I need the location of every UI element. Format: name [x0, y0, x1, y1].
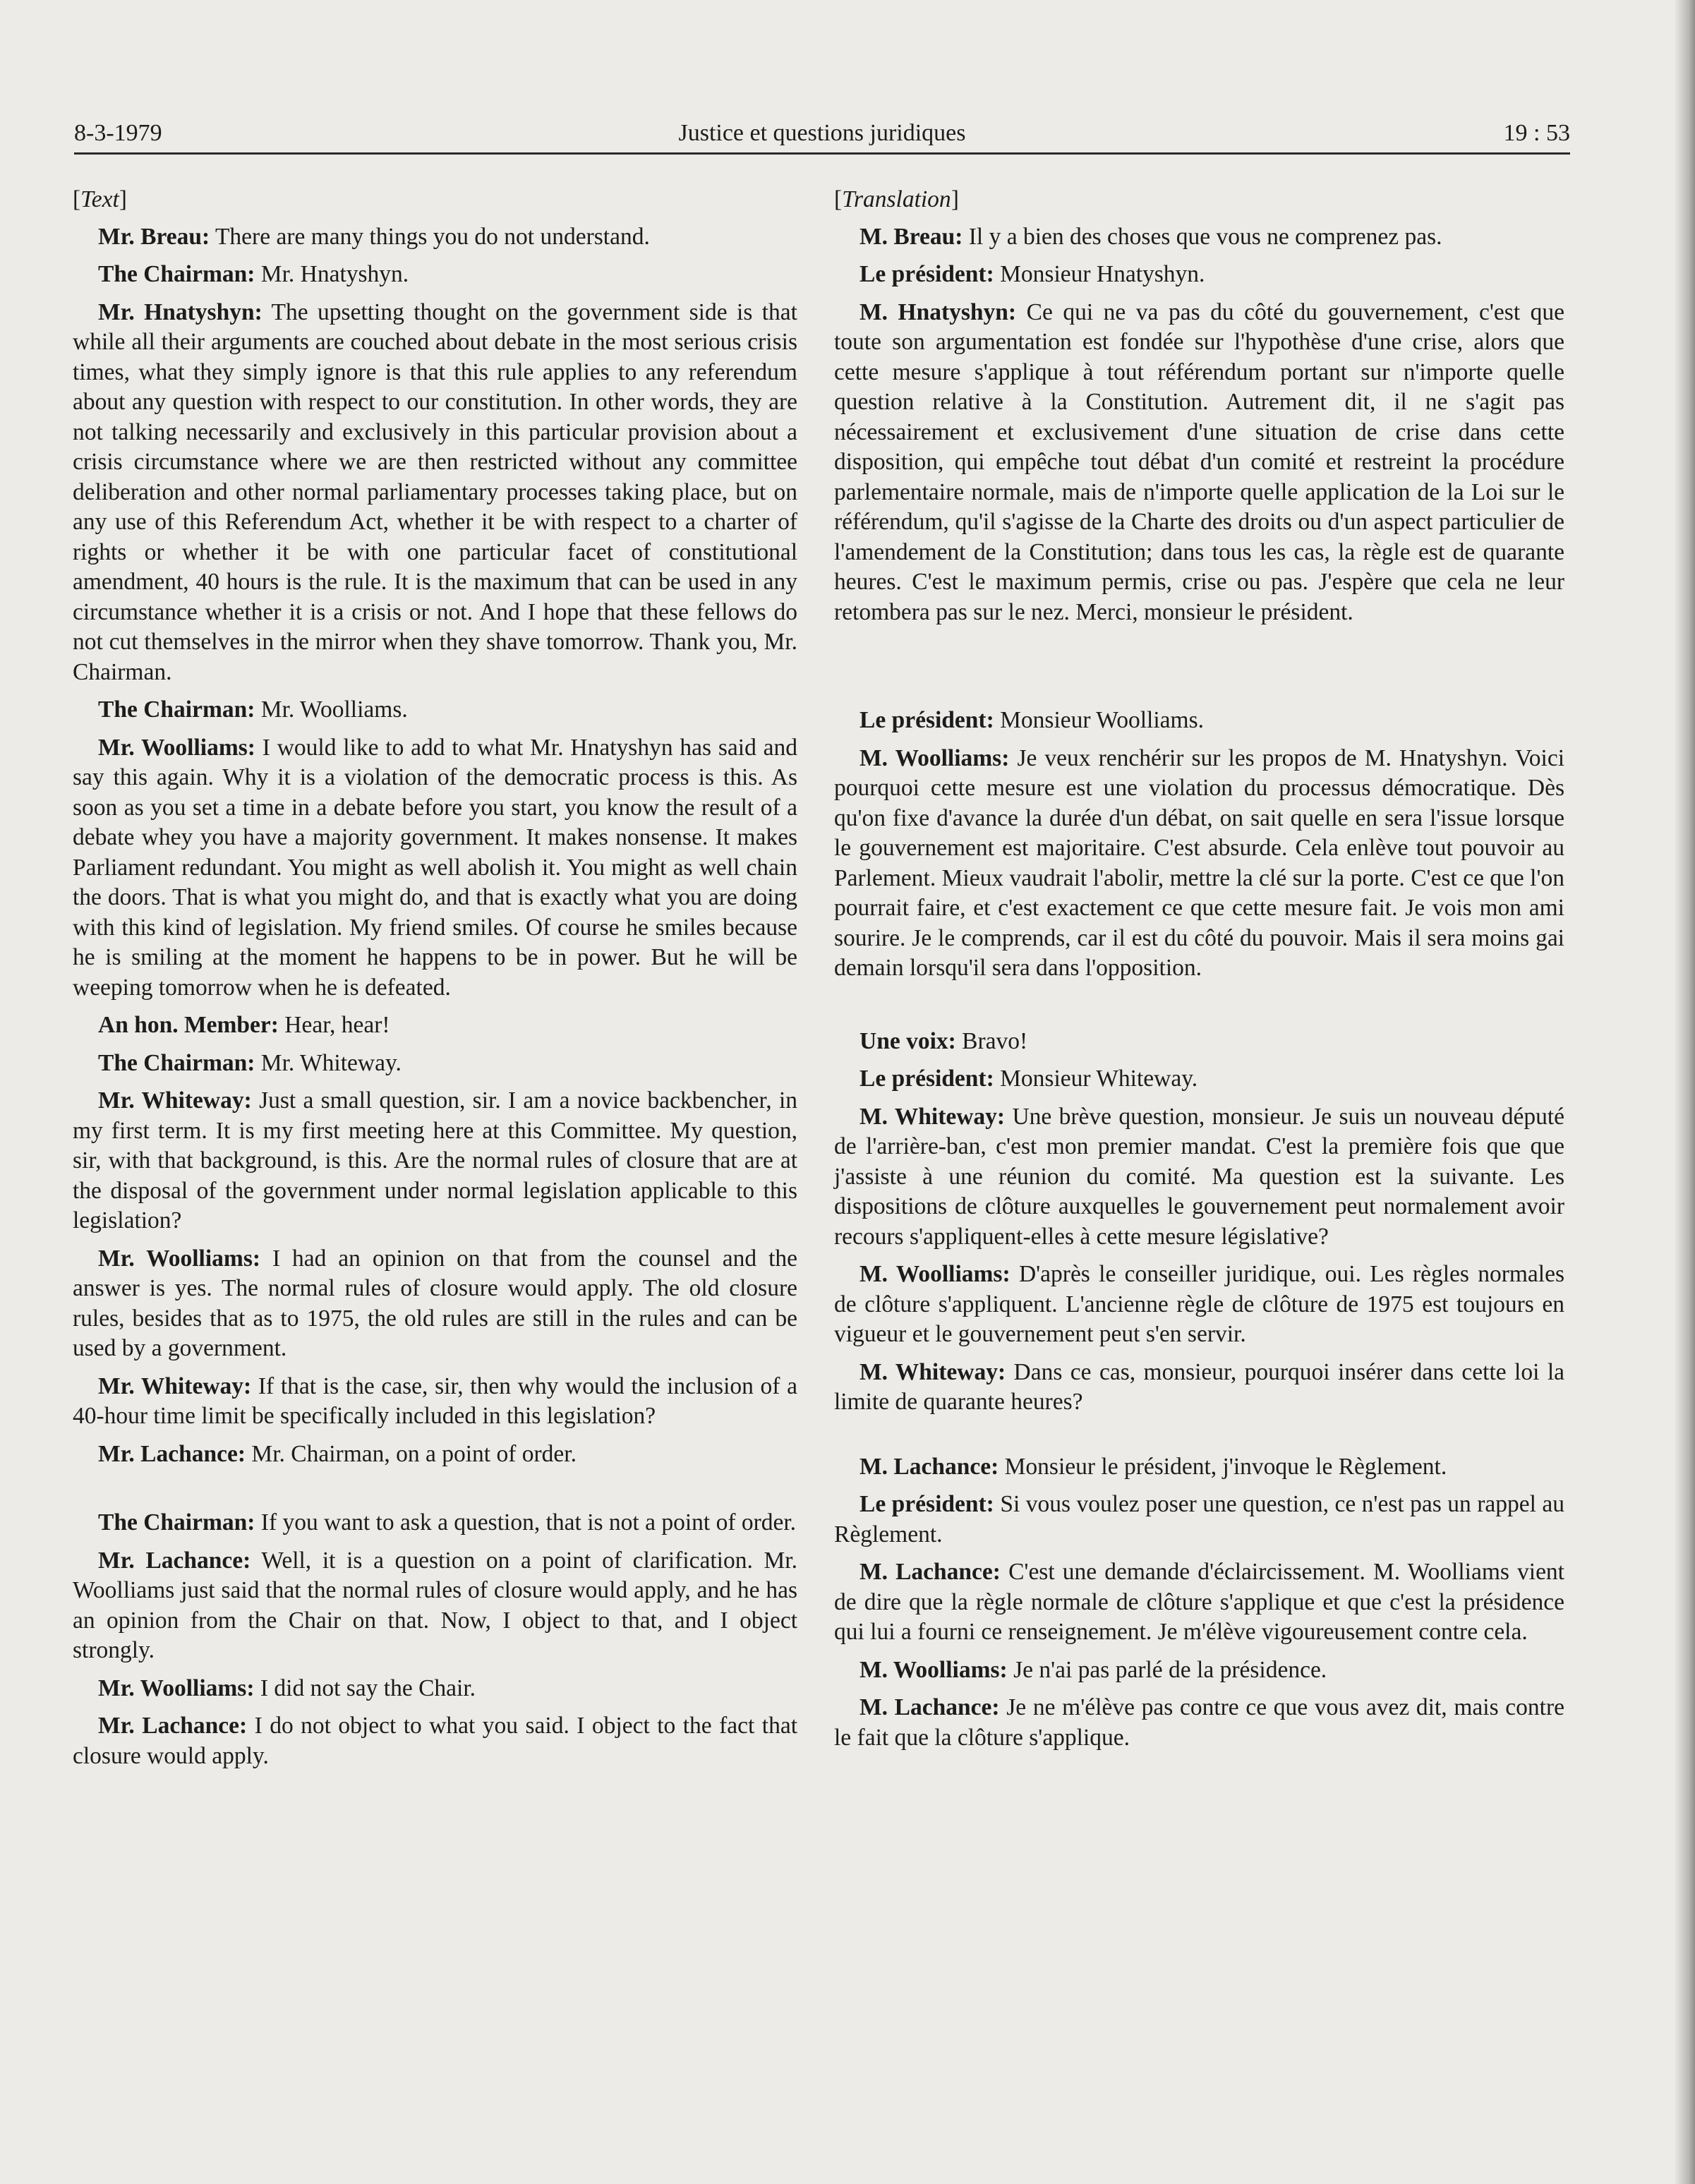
- speech-text: Je ne m'élève pas contre ce que vous avez dit, mais contre le fait que la clôture s'applique.: [834, 1694, 1564, 1751]
- speech-text: Hear, hear!: [284, 1012, 390, 1038]
- speech-text: Mr. Whiteway.: [260, 1049, 402, 1076]
- header-title: Justice et questions juridiques: [678, 120, 966, 146]
- speech-text: I did not say the Chair.: [260, 1675, 476, 1701]
- speaker-name: Mr. Lachance:: [98, 1547, 251, 1574]
- speaker-name: Mr. Whiteway:: [98, 1087, 252, 1114]
- speaker-name: M. Lachance:: [859, 1559, 1001, 1585]
- speaker-name: Mr. Lachance:: [98, 1713, 248, 1739]
- speech-text: Monsieur Hnatyshyn.: [1000, 261, 1205, 287]
- speaker-name: Le président:: [859, 1491, 994, 1517]
- speech-paragraph: [73, 1508, 797, 1538]
- vertical-spacer: [73, 1477, 797, 1508]
- speech-text: There are many things you do not understand.: [215, 223, 650, 250]
- vertical-spacer: [834, 635, 1564, 706]
- speaker-name: M. Hnatyshyn:: [859, 298, 1017, 325]
- speaker-name: M. Whiteway:: [859, 1358, 1006, 1385]
- speaker-name: Le président:: [859, 1066, 994, 1092]
- vertical-spacer: [834, 991, 1564, 1027]
- speaker-name: Le président:: [859, 707, 994, 733]
- speaker-name: An hon. Member:: [98, 1012, 279, 1038]
- speech-paragraph: [73, 695, 797, 725]
- speech-paragraph: [834, 1027, 1564, 1057]
- speaker-name: Mr. Breau:: [98, 223, 210, 250]
- speech-text: Just a small question, sir. I am a novice backbencher, in my first term. It is my first meeting here at this Committee. My question, sir, with that background, is this. Are the normal rules of closure that are at the disposal of the government under normal legislation applicable to this legislation?: [73, 1087, 798, 1233]
- speech-paragraph: [73, 1049, 797, 1079]
- speech-paragraph: [73, 298, 797, 688]
- speech-text: Je n'ai pas parlé de la présidence.: [1013, 1656, 1327, 1683]
- speech-text: Une brève question, monsieur. Je suis un nouveau député de l'arrière-ban, c'est mon premier mandat. C'est la première fois que que j'assiste à une réunion du comité. Ma question est la suivante. Les dispositions de clôture auxquelles le gouvernement peut normalement avoir recours s'appliquent-elles à cette mesure législative?: [834, 1103, 1565, 1250]
- header-page-number: 19 : 53: [1503, 120, 1570, 146]
- speaker-name: M. Woolliams:: [859, 1656, 1008, 1683]
- speech-paragraph: [73, 1440, 797, 1470]
- page-header: [74, 113, 1570, 155]
- speaker-name: Mr. Whiteway:: [98, 1372, 252, 1399]
- speech-text: Il y a bien des choses que vous ne comprenez pas.: [968, 223, 1442, 250]
- speech-text: Mr. Hnatyshyn.: [260, 261, 409, 287]
- speaker-name: The Chairman:: [98, 1049, 255, 1076]
- speech-text: D'après le conseiller juridique, oui. Les règles normales de clôture s'appliquent. L'ancienne règle de clôture de 1975 est toujours en vigueur et le gouvernement peut s'en servir.: [834, 1261, 1565, 1347]
- english-column: [73, 185, 797, 1779]
- speaker-name: Mr. Woolliams:: [98, 1245, 261, 1272]
- speech-paragraph: [73, 1711, 797, 1771]
- speech-text: I had an opinion on that from the counsel and the answer is yes. The normal rules of closure would apply. The old closure rules, besides that as to 1975, the old rules are still in the rules and can be used by a government.: [73, 1245, 798, 1361]
- speech-paragraph: [73, 1372, 797, 1432]
- speech-paragraph: [834, 1102, 1564, 1253]
- speech-paragraph: [73, 1244, 797, 1364]
- speech-text: Si vous voulez poser une question, ce n'est pas un rappel au Règlement.: [834, 1491, 1565, 1547]
- speaker-name: Mr. Lachance:: [98, 1440, 246, 1467]
- speech-text: I do not object to what you said. I object to the fact that closure would apply.: [73, 1713, 798, 1769]
- speech-paragraph: [834, 1064, 1564, 1094]
- speaker-name: Une voix:: [859, 1027, 956, 1054]
- speech-paragraph: [834, 1260, 1564, 1350]
- speaker-name: Mr. Woolliams:: [98, 1675, 255, 1701]
- header-date: 8-3-1979: [74, 120, 162, 146]
- speech-paragraph: [834, 744, 1564, 984]
- speech-text: Ce qui ne va pas du côté du gouvernement, c'est que toute son argumentation est fondée sur l'hypothèse d'une crise, alors que cette mesure s'applique à tout référendum portant sur n'importe quelle question relative à la Constitution. Autrement dit, il ne s'agit pas nécessairement et exclusivement d'une situation de crise dans cette disposition, qui empêche tout débat d'un comité et restreint la procédure parlementaire normale, mais de n'importe quelle application de la Loi sur le référendum, qu'il s'agisse de la Charte des droits ou d'un aspect particulier de l'amendement de la Constitution; dans tous les cas, la règle est de quarante heures. C'est le maximum permis, crise ou pas. J'espère que cela ne leur retombera pas sur le nez. Merci, monsieur le président.: [834, 298, 1565, 625]
- speech-paragraph: [834, 1557, 1564, 1648]
- speech-text: I would like to add to what Mr. Hnatyshyn has said and say this again. Why it is a violation of the democratic process is this. As soon as you set a time in a debate before you start, you know the result of a debate whey you have a majority government. It makes nonsense. It makes Parliament redundant. You might as well abolish it. You might as well chain the doors. That is what you might do, and that is exactly what you are doing with this kind of legislation. My friend smiles. Of course he smiles because he is smiling at the moment he happens to be in power. But he will be weeping tomorrow when he is defeated.: [73, 734, 798, 1001]
- speech-paragraph: [834, 1452, 1564, 1483]
- speech-text: Je veux renchérir sur les propos de M. Hnatyshyn. Voici pourquoi cette mesure est une violation du processus démocratique. Dès qu'on fixe d'avance la durée d'un débat, on sait quelle en sera l'issue lorsque le gouvernement est majoritaire. C'est absurde. Cela enlève tout pouvoir au Parlement. Mieux vaudrait l'abolir, mettre la clé sur la porte. C'est ce que l'on pourrait faire, et c'est exactement ce que cette mesure fait. Je vois mon ami sourire. Je le comprends, car il est du côté du pouvoir. Mais il sera moins gai demain lorsqu'il sera dans l'opposition.: [834, 744, 1565, 981]
- speech-text: C'est une demande d'éclaircissement. M. Woolliams vient de dire que la règle normale de clôture s'applique et que c'est la présidence qui lui a fourni ce renseignement. Je m'élève vigoureusement contre cela.: [834, 1559, 1564, 1645]
- column-label: [Text]: [73, 186, 127, 212]
- column-label: [Translation]: [834, 186, 959, 212]
- page-edge-shadow: [1674, 0, 1695, 2184]
- speech-paragraph: [834, 260, 1564, 290]
- speech-paragraph: [834, 222, 1564, 253]
- speech-paragraph: [73, 1674, 797, 1704]
- speech-text: Well, it is a question on a point of clarification. Mr. Woolliams just said that the normal rules of closure would apply, and he has an opinion from the Chair on that. Now, I object to that, and I object strongly.: [73, 1547, 797, 1663]
- speech-text: Mr. Chairman, on a point of order.: [251, 1440, 577, 1467]
- speaker-name: M. Whiteway:: [859, 1103, 1006, 1130]
- speech-paragraph: [834, 298, 1564, 628]
- speaker-name: The Chairman:: [98, 696, 255, 723]
- speech-paragraph: [834, 1490, 1564, 1550]
- speech-text: The upsetting thought on the government side is that while all their arguments are couched about debate in the most serious crisis times, what they simply ignore is that this rule applies to any referendum about any question with respect to our constitution. In other words, they are not talking necessarily and exclusively in this particular provision about a crisis circumstance where we are then restricted without any committee deliberation and other normal parliamentary processes taking place, but on any use of this Referendum Act, whether it be with respect to a charter of rights or whether it be with one particular facet of constitutional amendment, 40 hours is the rule. It is the maximum that can be used in any circumstance whether it is a crisis or not. And I hope that these fellows do not cut themselves in the mirror when they shave tomorrow. Thank you, Mr. Chairman.: [73, 298, 797, 685]
- speech-text: Monsieur le président, j'invoque le Règlement.: [1004, 1453, 1447, 1480]
- speech-text: Mr. Woolliams.: [260, 696, 408, 723]
- speaker-name: The Chairman:: [98, 1509, 255, 1536]
- french-column: [834, 185, 1564, 1761]
- speaker-name: Mr. Woolliams:: [98, 734, 255, 761]
- speech-paragraph: [834, 1693, 1564, 1753]
- speaker-name: M. Woolliams:: [859, 744, 1010, 771]
- speaker-name: M. Woolliams:: [859, 1261, 1011, 1287]
- speaker-name: The Chairman:: [98, 261, 255, 287]
- speech-text: If you want to ask a question, that is not a point of order.: [260, 1509, 797, 1536]
- speech-text: If that is the case, sir, then why would the inclusion of a 40-hour time limit be specifically included in this legislation?: [73, 1372, 798, 1429]
- speech-text: Monsieur Woolliams.: [1000, 707, 1204, 733]
- speech-text: Bravo!: [962, 1027, 1028, 1054]
- speech-paragraph: [834, 1358, 1564, 1418]
- speech-text: Monsieur Whiteway.: [1000, 1066, 1198, 1092]
- speech-paragraph: [73, 222, 797, 253]
- speaker-name: Mr. Hnatyshyn:: [98, 298, 263, 325]
- speech-paragraph: [73, 1086, 797, 1236]
- speech-paragraph: [73, 733, 797, 1003]
- vertical-spacer: [834, 1425, 1564, 1452]
- speech-paragraph: [834, 1655, 1564, 1686]
- speaker-name: M. Lachance:: [859, 1694, 1000, 1720]
- speech-paragraph: [73, 1010, 797, 1041]
- speaker-name: M. Lachance:: [859, 1453, 999, 1480]
- speech-text: Dans ce cas, monsieur, pourquoi insérer dans cette loi la limite de quarante heures?: [834, 1358, 1565, 1415]
- speaker-name: Le président:: [859, 261, 994, 287]
- speaker-name: M. Breau:: [859, 223, 963, 250]
- speech-paragraph: [73, 1546, 797, 1666]
- speech-paragraph: [834, 706, 1564, 736]
- speech-paragraph: [73, 260, 797, 290]
